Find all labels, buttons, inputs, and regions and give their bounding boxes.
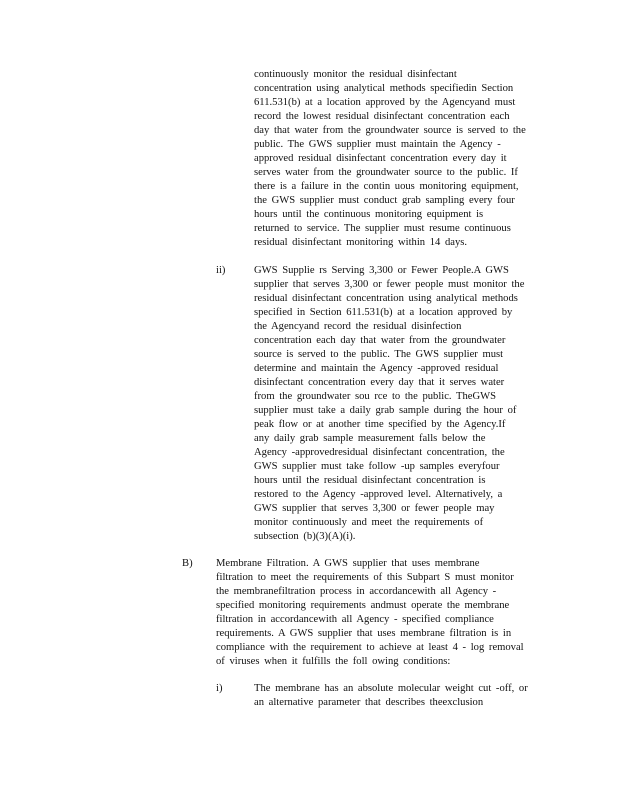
text-line: the GWS supplier must conduct grab sampling every four: [254, 195, 515, 206]
text-line: an alternative parameter that describes theexclusion: [254, 697, 484, 708]
text-line: GWS supplier must take follow -up samples everyfour: [254, 461, 500, 472]
text-line: disinfectant concentration every day that it serves water: [254, 377, 505, 388]
item-label: i): [216, 683, 223, 694]
text-line: there is a failure in the contin uous monitoring equipment,: [254, 181, 519, 192]
text-line: of viruses when it fulfills the foll owing conditions:: [216, 656, 451, 667]
text-line: The membrane has an absolute molecular weight cut -off, or: [254, 683, 528, 694]
text-line: concentration each day that water from the groundwater: [254, 335, 506, 346]
text-line: filtration to meet the requirements of this Subpart S must monitor: [216, 572, 514, 583]
text-line: restored to the Agency -approved level. Alternatively, a: [254, 489, 503, 500]
item-label: ii): [216, 265, 226, 276]
text-line: filtration in accordancewith all Agency - specified compliance: [216, 614, 494, 625]
text-line: Membrane Filtration. A GWS supplier that uses membrane: [216, 558, 480, 569]
text-line: public. The GWS supplier must maintain the Agency -: [254, 139, 501, 150]
text-line: concentration using analytical methods specifiedin Section: [254, 83, 514, 94]
section-label: B): [182, 558, 193, 569]
text-line: hours until the continuous monitoring equipment is: [254, 209, 484, 220]
text-line: GWS Supplie rs Serving 3,300 or Fewer People.A GWS: [254, 265, 509, 276]
text-line: day that water from the groundwater source is served to the: [254, 125, 526, 136]
text-line: any daily grab sample measurement falls below the: [254, 433, 486, 444]
text-line: hours until the residual disinfectant concentration is: [254, 475, 486, 486]
text-line: the membranefiltration process in accordancewith all Agency -: [216, 586, 497, 597]
text-line: record the lowest residual disinfectant concentration each: [254, 111, 510, 122]
text-line: supplier must take a daily grab sample during the hour of: [254, 405, 517, 416]
text-line: peak flow or at another time specified by the Agency.If: [254, 419, 506, 430]
text-line: specified monitoring requirements andmust operate the membrane: [216, 600, 510, 611]
text-line: monitor continuously and meet the requirements of: [254, 517, 484, 528]
text-line: specified in Section 611.531(b) at a location approved by: [254, 307, 513, 318]
text-line: returned to service. The supplier must resume continuous: [254, 223, 511, 234]
text-line: GWS supplier that serves 3,300 or fewer people may: [254, 503, 495, 514]
text-line: from the groundwater sou rce to the public. TheGWS: [254, 391, 497, 402]
text-line: residual disinfectant concentration using analytical methods: [254, 293, 518, 304]
text-line: the Agencyand record the residual disinfection: [254, 321, 462, 332]
text-line: source is served to the public. The GWS supplier must: [254, 349, 504, 360]
text-line: requirements. A GWS supplier that uses membrane filtration is in: [216, 628, 512, 639]
text-line: compliance with the requirement to achieve at least 4 - log removal: [216, 642, 524, 653]
text-line: serves water from the groundwater source to the public. If: [254, 167, 518, 178]
text-line: determine and maintain the Agency -approved residual: [254, 363, 499, 374]
text-line: 611.531(b) at a location approved by the Agencyand must: [254, 97, 516, 108]
text-line: continuously monitor the residual disinfectant: [254, 69, 457, 80]
text-line: Agency -approvedresidual disinfectant concentration, the: [254, 447, 505, 458]
text-line: approved residual disinfectant concentration every day it: [254, 153, 507, 164]
text-line: residual disinfectant monitoring within 14 days.: [254, 237, 468, 248]
text-line: subsection (b)(3)(A)(i).: [254, 531, 356, 542]
text-line: supplier that serves 3,300 or fewer people must monitor the: [254, 279, 525, 290]
